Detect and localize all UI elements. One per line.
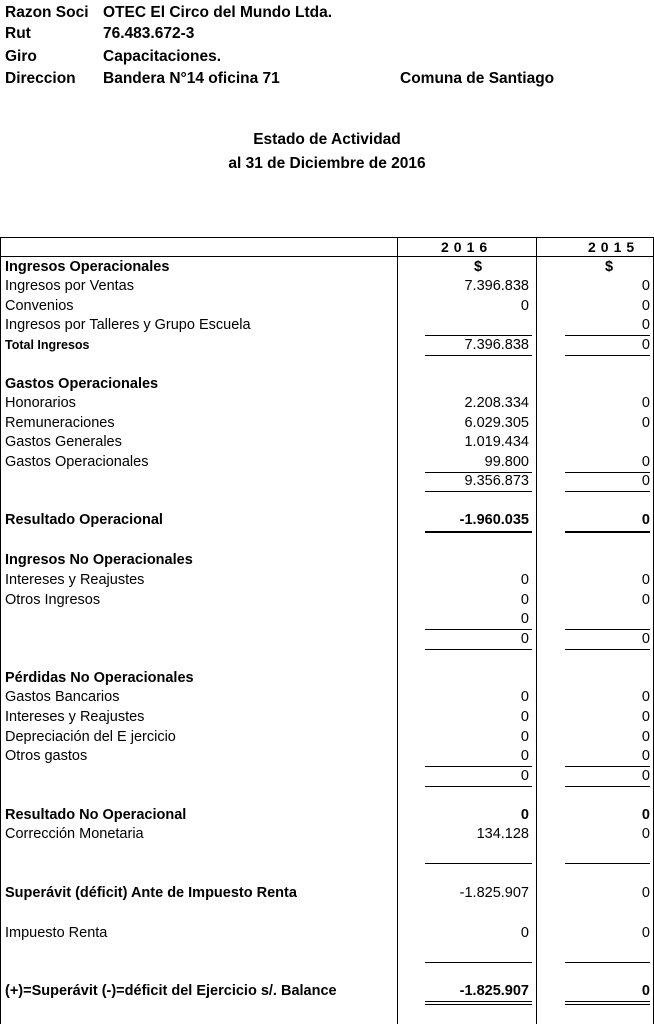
row-label: Resultado No Operacional [5, 807, 187, 823]
subtotal-rule [565, 649, 650, 650]
value-2015: 0 [641, 925, 650, 941]
row-label: Intereses y Reajustes [5, 709, 145, 725]
value-2015: 0 [641, 983, 650, 999]
comuna: Comuna de Santiago [400, 70, 555, 87]
subtotal-rule [565, 962, 650, 963]
table-row-total [0, 336, 654, 355]
value-2015: 0 [641, 454, 650, 470]
row-label: Ingresos por Talleres y Grupo Escuela [5, 317, 251, 333]
row-label: Depreciación del E jercicio [5, 729, 176, 745]
row-label: Honorarios [5, 395, 76, 411]
subtotal-rule [425, 491, 532, 492]
value-2016: -1.960.035 [459, 512, 529, 528]
row-label: Superávit (déficit) Ante de Impuesto Renta [5, 885, 297, 901]
value-2016: 9.356.873 [464, 473, 529, 489]
company-name-label: Razon Soci [5, 4, 89, 21]
year-2015-header: 2015 [588, 239, 640, 255]
subtotal-rule [425, 355, 532, 356]
double-underline [565, 1001, 650, 1002]
value-2016: 0 [520, 592, 529, 608]
value-2015: 0 [641, 278, 650, 294]
table-row-resultado-operacional [0, 511, 654, 530]
currency-2015: $ [605, 259, 614, 275]
table-row-superavit-antes-impuesto [0, 884, 654, 903]
value-2016: 0 [520, 709, 529, 725]
value-2016: 1.019.434 [464, 434, 529, 450]
value-2015: 0 [641, 473, 650, 489]
row-label: Ingresos por Ventas [5, 278, 134, 294]
table-row [0, 277, 654, 296]
section-gastos-operacionales [0, 375, 654, 394]
section-label: Ingresos Operacionales [5, 259, 170, 275]
row-label: Corrección Monetaria [5, 826, 144, 842]
value-2015: 0 [641, 337, 650, 353]
value-2015: 0 [641, 807, 650, 823]
value-2016: 99.800 [484, 454, 529, 470]
value-2015: 0 [641, 415, 650, 431]
table-row [0, 297, 654, 316]
value-2016: 134.128 [476, 826, 529, 842]
row-label: (+)=Superávit (-)=déficit del Ejercicio s/. Balance [5, 983, 337, 999]
table-row [0, 924, 654, 943]
table-row [0, 610, 654, 629]
double-underline [425, 1001, 532, 1002]
header-divider [0, 256, 654, 257]
value-2015: 0 [641, 748, 650, 764]
row-label: Total Ingresos [5, 338, 90, 352]
value-2015: 0 [641, 512, 650, 528]
table-row [0, 433, 654, 452]
value-2016: -1.825.907 [459, 983, 529, 999]
result-rule [425, 531, 532, 533]
table-row-total [0, 630, 654, 649]
value-2016: 6.029.305 [464, 415, 529, 431]
value-2016: 0 [520, 748, 529, 764]
giro-value: Capacitaciones. [103, 48, 222, 65]
subtotal-rule [565, 786, 650, 787]
value-2015: 0 [641, 631, 650, 647]
subtotal-rule [425, 962, 532, 963]
subtotal-rule [565, 355, 650, 356]
value-2015: 0 [641, 592, 650, 608]
result-rule [565, 531, 650, 533]
section-label: Pérdidas No Operacionales [5, 670, 194, 686]
table-row [0, 708, 654, 727]
value-2016: -1.825.907 [459, 885, 529, 901]
section-label: Ingresos No Operacionales [5, 552, 193, 568]
table-row [0, 453, 654, 472]
row-label: Gastos Bancarios [5, 689, 120, 705]
subtotal-rule [425, 863, 532, 864]
value-2015: 0 [641, 317, 650, 333]
value-2016: 0 [520, 925, 529, 941]
table-row [0, 591, 654, 610]
table-row-resultado-no-operacional [0, 806, 654, 825]
year-2016-header: 2016 [441, 239, 493, 255]
row-label: Gastos Operacionales [5, 454, 149, 470]
row-label: Otros gastos [5, 748, 88, 764]
value-2016: 0 [520, 689, 529, 705]
value-2015: 0 [641, 395, 650, 411]
value-2016: 0 [520, 768, 529, 784]
report-title: Estado de Actividad [253, 131, 401, 148]
value-2015: 0 [641, 298, 650, 314]
rut-label: Rut [5, 25, 31, 42]
row-label: Convenios [5, 298, 74, 314]
section-perdidas-no-operacionales [0, 669, 654, 688]
row-label: Resultado Operacional [5, 512, 163, 528]
direccion-value: Bandera N°14 oficina 71 [103, 70, 280, 87]
value-2016: 0 [520, 807, 529, 823]
row-label: Otros Ingresos [5, 592, 101, 608]
value-2015: 0 [641, 826, 650, 842]
table-row-total [0, 767, 654, 786]
currency-2016: $ [474, 259, 483, 275]
value-2016: 0 [520, 611, 529, 627]
value-2016: 7.396.838 [464, 278, 529, 294]
company-name: OTEC El Circo del Mundo Ltda. [103, 4, 333, 21]
value-2016: 2.208.334 [464, 395, 529, 411]
table-row-total [0, 472, 654, 491]
double-underline [565, 1004, 650, 1005]
subtotal-rule [565, 863, 650, 864]
rut-value: 76.483.672-3 [103, 25, 195, 42]
table-row [0, 414, 654, 433]
subtotal-rule [425, 649, 532, 650]
row-label: Intereses y Reajustes [5, 572, 145, 588]
table-row [0, 394, 654, 413]
value-2016: 0 [520, 729, 529, 745]
value-2015: 0 [641, 768, 650, 784]
table-row [0, 688, 654, 707]
double-underline [425, 1004, 532, 1005]
value-2015: 0 [641, 885, 650, 901]
table-row [0, 728, 654, 747]
value-2016: 0 [520, 572, 529, 588]
table-row-superavit-final [0, 982, 654, 1001]
table-row [0, 825, 654, 844]
row-label: Remuneraciones [5, 415, 115, 431]
value-2016: 7.396.838 [464, 337, 529, 353]
value-2015: 0 [641, 709, 650, 725]
table-row [0, 316, 654, 335]
value-2015: 0 [641, 572, 650, 588]
section-ingresos-operacionales [0, 258, 654, 277]
value-2016: 0 [520, 298, 529, 314]
table-row [0, 747, 654, 766]
section-ingresos-no-operacionales [0, 551, 654, 570]
table-top-border [0, 237, 654, 238]
value-2015: 0 [641, 729, 650, 745]
subtotal-rule [425, 786, 532, 787]
giro-label: Giro [5, 48, 37, 65]
value-2016: 0 [520, 631, 529, 647]
direccion-label: Direccion [5, 70, 76, 87]
table-row [0, 571, 654, 590]
row-label: Gastos Generales [5, 434, 122, 450]
row-label: Impuesto Renta [5, 925, 108, 941]
report-subtitle: al 31 de Diciembre de 2016 [228, 155, 426, 172]
subtotal-rule [565, 491, 650, 492]
section-label: Gastos Operacionales [5, 376, 159, 392]
value-2015: 0 [641, 689, 650, 705]
